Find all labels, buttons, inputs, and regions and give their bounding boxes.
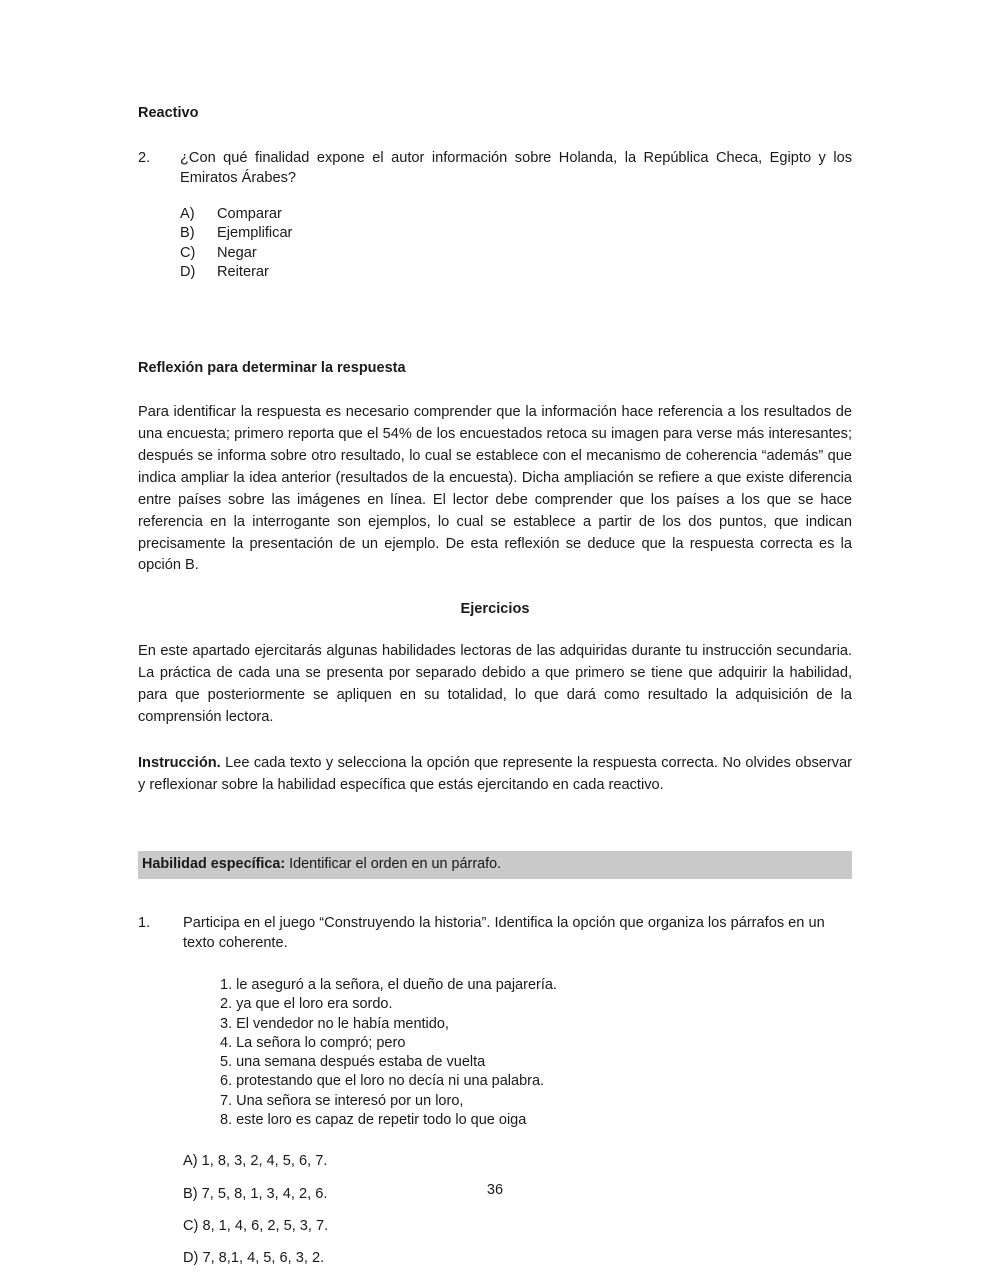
- answer-option-c[interactable]: C) 8, 1, 4, 6, 2, 5, 3, 7.: [183, 1218, 329, 1235]
- option-a-letter: A): [180, 206, 195, 222]
- reactivo-heading: Reactivo: [138, 105, 199, 121]
- option-d-letter: D): [180, 264, 196, 281]
- answer-list: [183, 1152, 852, 1269]
- list-item: 5. una semana después estaba de vuelta: [220, 1054, 486, 1071]
- answer-option-d[interactable]: D) 7, 8,1, 4, 5, 6, 3, 2.: [183, 1250, 325, 1267]
- ejercicios-intro: En este apartado ejercitarás algunas habilidades lectoras de las adquiridas durante tu instrucción secundaria. La práctica de cada una se presenta por separado debido a que primero se tiene que adquirir la habilidad, para que posteriormente se apliquen en su totalidad, lo que dará como resultado la adquisición de la comprensión lectora.: [138, 643, 852, 725]
- habilidad-value: Identificar el orden en un párrafo.: [285, 855, 502, 872]
- option-d[interactable]: [180, 263, 852, 282]
- exercise-text: Participa en el juego “Construyendo la historia”. Identifica la opción que organiza los párrafos en un texto coherente.: [183, 914, 825, 952]
- option-b[interactable]: [180, 224, 852, 243]
- list-item: 1. le aseguró a la señora, el dueño de una pajarería.: [220, 976, 557, 993]
- question-number: 2.: [138, 149, 151, 166]
- instruccion-paragraph: [138, 753, 852, 797]
- list-item: 7. Una señora se interesó por un loro,: [220, 1092, 464, 1109]
- question-block: [138, 148, 852, 189]
- answer-option-b[interactable]: B) 7, 5, 8, 1, 3, 4, 2, 6.: [183, 1185, 328, 1202]
- exercise-number: 1.: [138, 914, 151, 931]
- list-item: 2. ya que el loro era sordo.: [220, 996, 393, 1013]
- instruccion-label: Instrucción.: [138, 754, 221, 771]
- question-text: ¿Con qué finalidad expone el autor información sobre Holanda, la República Checa, Egipto y los Emiratos Árabes?: [180, 149, 852, 187]
- list-item: 3. El vendedor no le había mentido,: [220, 1015, 449, 1032]
- answer-option-a[interactable]: A) 1, 8, 3, 2, 4, 5, 6, 7.: [183, 1153, 328, 1170]
- list-item: 6. protestando que el loro no decía ni una palabra.: [220, 1073, 545, 1090]
- habilidad-label: Habilidad específica:: [142, 855, 286, 872]
- option-d-label: Reiterar: [217, 264, 269, 281]
- option-b-letter: B): [180, 225, 195, 242]
- page-number: 36: [486, 1182, 504, 1198]
- instruccion-text: Lee cada texto y selecciona la opción que represente la respuesta correcta. No olvides observar y reflexionar sobre la habilidad específica que estás ejercitando en cada reactivo.: [138, 754, 852, 793]
- option-a[interactable]: [180, 205, 852, 224]
- habilidad-especifica-bar: [138, 851, 852, 879]
- list-item: 8. este loro es capaz de repetir todo lo que oiga: [220, 1111, 527, 1128]
- question-options: [180, 205, 852, 283]
- option-a-label: Comparar: [217, 206, 282, 222]
- list-item: 4. La señora lo compró; pero: [220, 1034, 406, 1051]
- fragment-list: [220, 976, 852, 1130]
- option-c-label: Negar: [217, 244, 257, 261]
- option-c-letter: C): [180, 244, 196, 261]
- ejercicios-heading: Ejercicios: [460, 601, 530, 618]
- reflexion-paragraph: Para identificar la respuesta es necesario comprender que la información hace referencia a los resultados de una encuesta; primero reporta que el 54% de los encuestados retoca su imagen para verse más interesantes; después se informa sobre otro resultado, lo cual se establece con el mecanismo de coherencia “además” que indica ampliar la idea anterior (resultados de la encuesta). Dicha ampliación se refiere a que existe diferencia entre países sobre las imágenes en línea. El lector debe comprender que los países a los que se hace referencia en la interrogante son ejemplos, lo cual se establece a partir de los dos puntos, que indican precisamente la presentación de un ejemplo. De esta reflexión se deduce que la respuesta correcta es la opción B.: [138, 404, 852, 574]
- option-b-label: Ejemplificar: [217, 225, 293, 242]
- page-content: [138, 104, 852, 1269]
- option-c[interactable]: [180, 244, 852, 263]
- exercise-block: [138, 913, 852, 954]
- reflexion-heading: Reflexión para determinar la respuesta: [138, 359, 406, 376]
